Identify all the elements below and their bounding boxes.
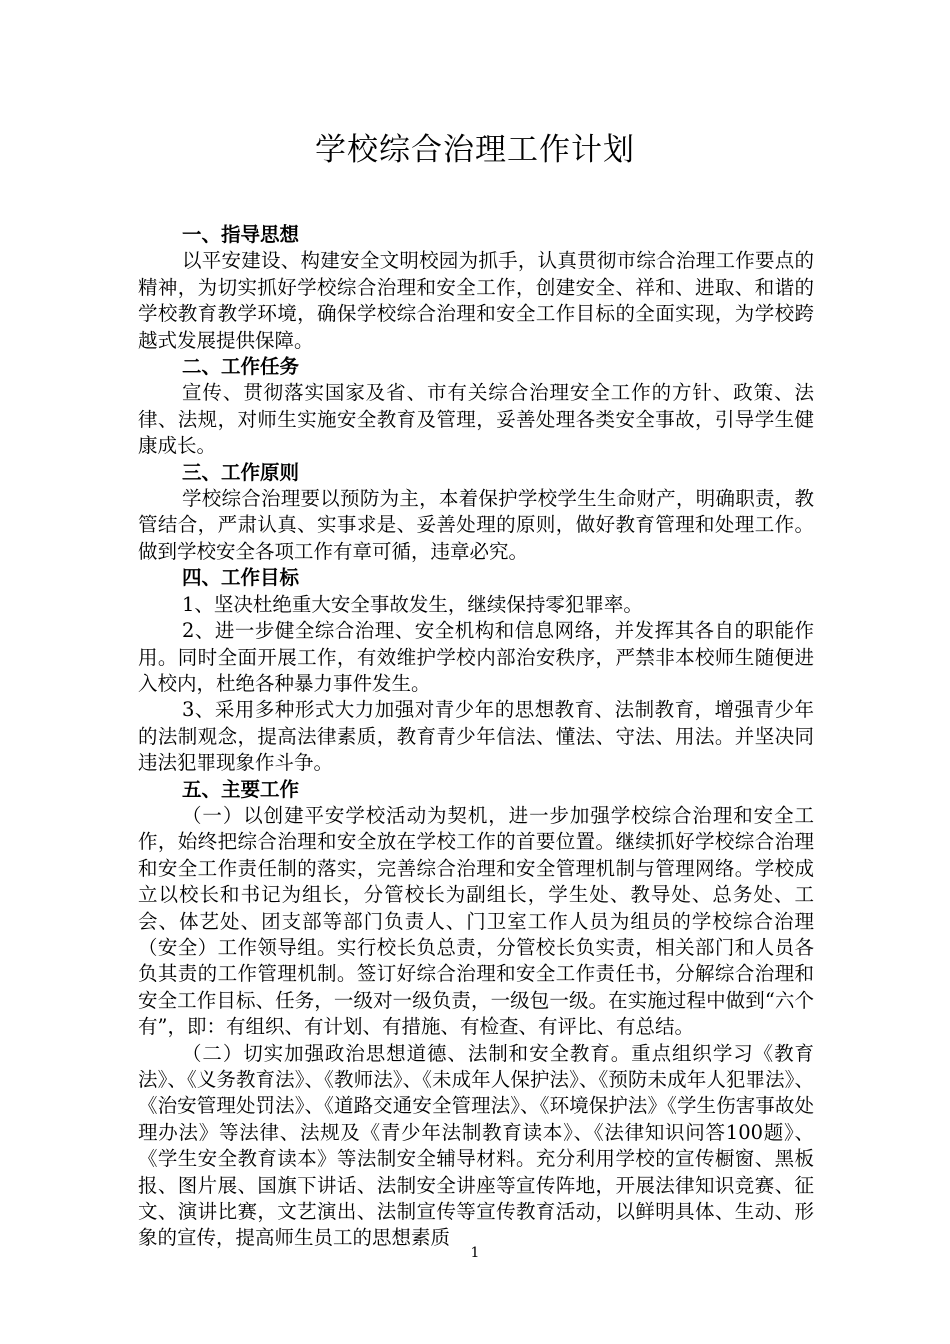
- section-paragraph: 以平安建设、构建安全文明校园为抓手，认真贯彻市综合治理工作要点的精神，为切实抓好学校综合治理和安全工作，创建安全、祥和、进取、和谐的学校教育教学环境，确保学校综合治理和安全工作目标的全面实现，为学校跨越式发展提供保障。: [138, 249, 814, 352]
- document-body: [138, 222, 814, 1252]
- section-heading: 三、工作原则: [182, 460, 300, 484]
- section-heading: 二、工作任务: [182, 355, 300, 379]
- section-paragraph: 宣传、贯彻落实国家及省、市有关综合治理安全工作的方针、政策、法律、法规，对师生实施安全教育及管理，妥善处理各类安全事故，引导学生健康成长。: [138, 381, 814, 458]
- section-paragraph: 学校综合治理要以预防为主，本着保护学校学生生命财产，明确职责，教管结合，严肃认真、实事求是、妥善处理的原则，做好教育管理和处理工作。做到学校安全各项工作有章可循，违章必究。: [138, 487, 814, 563]
- section-heading: 五、主要工作: [182, 777, 300, 801]
- section-heading: 一、指导思想: [182, 223, 300, 246]
- section-paragraph: 3、采用多种形式大力加强对青少年的思想教育、法制教育，增强青少年的法制观念，提高法律素质，教育青少年信法、懂法、守法、用法。并坚决同违法犯罪现象作斗争。: [138, 698, 814, 775]
- document-title: 学校综合治理工作计划: [315, 132, 635, 168]
- page-number: 1: [470, 1245, 480, 1261]
- section-paragraph: （一）以创建平安学校活动为契机，进一步加强学校综合治理和安全工作，始终把综合治理和安全放在学校工作的首要位置。继续抓好学校综合治理和安全工作责任制的落实，完善综合治理和安全管理机制与管理网络。学校成立以校长和书记为组长，分管校长为副组长，学生处、教导处、总务处、工会、体艺处、团支部等部门负责人、门卫室工作人员为组员的学校综合治理（安全）工作领导组。实行校长负总责，分管校长负实责，相关部门和人员各负其责的工作管理机制。签订好综合治理和安全工作责任书，分解综合治理和安全工作目标、任务，一级对一级负责，一级包一级。在实施过程中做到“六个有”，即：有组织、有计划、有措施、有检查、有评比、有总结。: [138, 803, 814, 1039]
- section-heading: 四、工作目标: [182, 566, 300, 590]
- section-paragraph: 2、进一步健全综合治理、安全机构和信息网络，并发挥其各自的职能作用。同时全面开展工作，有效维护学校内部治安秩序，严禁非本校师生随便进入校内，杜绝各种暴力事件发生。: [138, 619, 814, 695]
- section-paragraph: （二）切实加强政治思想道德、法制和安全教育。重点组织学习《教育法》、《义务教育法》、《教师法》、《未成年人保护法》、《预防未成年人犯罪法》、《治安管理处罚法》、《道路交通安全管理法》、《环境保护法》《学生伤害事故处理办法》等法律、法规及《青少年法制教育读本》、《法律知识问答100题》、《学生安全教育读本》等法制安全辅导材料。充分利用学校的宣传橱窗、黑板报、图片展、国旗下讲话、法制安全讲座等宣传阵地，开展法律知识竞赛、征文、演讲比赛，文艺演出、法制宣传等宣传教育活动，以鲜明具体、生动、形象的宣传，提高师生员工的思想素质: [138, 1041, 814, 1250]
- section-paragraph: 1、坚决杜绝重大安全事故发生，继续保持零犯罪率。: [182, 592, 643, 616]
